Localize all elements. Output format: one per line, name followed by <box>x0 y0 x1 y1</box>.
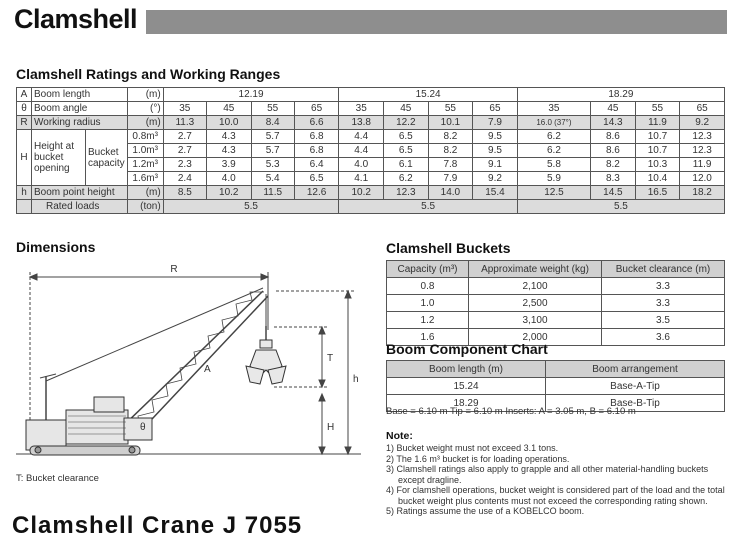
table-cell: 3.5 <box>602 312 725 329</box>
table-cell: (m) <box>127 88 163 102</box>
table-cell: 9.5 <box>473 130 518 144</box>
boom-chart-table <box>386 360 725 412</box>
table-cell: 7.9 <box>473 116 518 130</box>
table-cell: 4.1 <box>339 172 384 186</box>
table-cell: Boom length <box>32 88 128 102</box>
bucket-row <box>387 312 725 329</box>
table-cell: 6.2 <box>517 144 590 158</box>
table-cell: 10.2 <box>206 186 251 200</box>
table-cell: 13.8 <box>339 116 384 130</box>
table-cell: 5.4 <box>251 172 294 186</box>
table-cell: 10.3 <box>635 158 680 172</box>
table-cell: 2.4 <box>163 172 206 186</box>
table-cell: 35 <box>163 102 206 116</box>
table-cell: 7.9 <box>428 172 473 186</box>
notes-title: Note: <box>386 430 413 442</box>
table-cell: 10.1 <box>428 116 473 130</box>
table-cell: 1.6m³ <box>127 172 163 186</box>
table-cell: 1.0 <box>387 295 469 312</box>
table-cell: 9.2 <box>473 172 518 186</box>
table-cell: 16.0 (37°) <box>517 116 590 130</box>
table-cell: 3.9 <box>206 158 251 172</box>
table-cell: Bucket capacity <box>86 130 128 186</box>
table-cell: (°) <box>127 102 163 116</box>
table-cell: 65 <box>680 102 725 116</box>
buckets-title: Clamshell Buckets <box>386 240 511 256</box>
table-cell: 15.24 <box>339 88 517 102</box>
table-cell: 45 <box>384 102 429 116</box>
row-rated-loads <box>17 200 725 214</box>
dimensions-title: Dimensions <box>16 239 96 255</box>
table-cell: Base-B-Tip <box>546 395 725 412</box>
table-cell: 6.1 <box>384 158 429 172</box>
table-cell: 12.0 <box>680 172 725 186</box>
table-cell: 14.3 <box>591 116 636 130</box>
table-cell: 1.0m³ <box>127 144 163 158</box>
table-cell: 10.4 <box>635 172 680 186</box>
table-cell: 55 <box>428 102 473 116</box>
table-cell: A <box>17 88 32 102</box>
table-cell: 3.6 <box>602 329 725 346</box>
table-cell: 5.7 <box>251 144 294 158</box>
table-cell: 6.5 <box>384 130 429 144</box>
table-cell: 2,500 <box>469 295 602 312</box>
table-cell: h <box>17 186 32 200</box>
table-cell: 11.3 <box>163 116 206 130</box>
table-cell: 6.5 <box>384 144 429 158</box>
table-cell: 12.3 <box>384 186 429 200</box>
boom-chart-title: Boom Component Chart <box>386 341 548 357</box>
table-cell: H <box>17 130 32 186</box>
note-item: 1) Bucket weight must not exceed 3.1 tons. <box>386 443 559 453</box>
table-cell: 5.8 <box>517 158 590 172</box>
note-item: 2) The 1.6 m³ bucket is for loading operations. <box>386 453 570 464</box>
table-cell: 12.5 <box>517 186 590 200</box>
table-cell: Approximate weight (kg) <box>469 261 602 278</box>
table-cell: 10.0 <box>206 116 251 130</box>
table-cell: 6.8 <box>294 130 339 144</box>
table-cell: 14.5 <box>591 186 636 200</box>
table-cell: 6.5 <box>294 172 339 186</box>
table-cell: θ <box>17 102 32 116</box>
table-cell: 6.2 <box>517 130 590 144</box>
table-cell: 10.7 <box>635 144 680 158</box>
table-cell: 5.5 <box>339 200 517 214</box>
table-cell: 8.5 <box>163 186 206 200</box>
table-cell: 8.3 <box>591 172 636 186</box>
table-cell: Bucket clearance (m) <box>602 261 725 278</box>
table-cell: 8.4 <box>251 116 294 130</box>
table-cell: Boom length (m) <box>387 361 546 378</box>
table-cell: 4.3 <box>206 130 251 144</box>
page-title: Clamshell <box>14 4 138 34</box>
table-cell: 5.5 <box>517 200 724 214</box>
table-cell: 6.8 <box>294 144 339 158</box>
table-cell: 6.4 <box>294 158 339 172</box>
boom-row <box>387 378 725 395</box>
table-cell: 15.4 <box>473 186 518 200</box>
bucket-row <box>387 278 725 295</box>
table-cell: 8.2 <box>591 158 636 172</box>
table-cell: 4.4 <box>339 130 384 144</box>
table-cell: 12.3 <box>680 144 725 158</box>
table-cell: 1.2m³ <box>127 158 163 172</box>
table-cell: 35 <box>517 102 590 116</box>
title-bar-decoration <box>146 10 727 34</box>
table-cell: 12.3 <box>680 130 725 144</box>
boom-inserts-note: Base = 6.10 m Tip = 6.10 m Inserts: A = 3.05 m, B = 6.10 m <box>386 406 636 417</box>
table-cell: 55 <box>635 102 680 116</box>
table-cell: 45 <box>591 102 636 116</box>
bucket-clearance-caption: T: Bucket clearance <box>16 473 99 484</box>
dim-label-a: A <box>204 364 211 375</box>
table-cell: R <box>17 116 32 130</box>
table-cell: 18.29 <box>387 395 546 412</box>
table-cell: 65 <box>294 102 339 116</box>
row-boom-angle <box>17 102 725 116</box>
table-cell: 4.0 <box>339 158 384 172</box>
table-cell: 65 <box>473 102 518 116</box>
note-item: 3) Clamshell ratings also apply to grapple and all other material-handling buckets except dragline. <box>386 464 709 485</box>
table-cell: 2,000 <box>469 329 602 346</box>
table-cell: 8.6 <box>591 144 636 158</box>
buckets-table <box>386 260 725 346</box>
ratings-table <box>16 87 725 214</box>
dim-label-h-small: h <box>353 374 359 385</box>
table-row <box>387 361 725 378</box>
table-cell: 10.2 <box>339 186 384 200</box>
table-cell: 11.9 <box>680 158 725 172</box>
table-cell: 8.2 <box>428 130 473 144</box>
table-cell: 55 <box>251 102 294 116</box>
table-cell: (ton) <box>127 200 163 214</box>
table-cell <box>17 200 32 214</box>
footer-title: Clamshell Crane J 7055 <box>12 512 303 539</box>
table-cell: 14.0 <box>428 186 473 200</box>
table-cell: 7.8 <box>428 158 473 172</box>
table-cell: 3,100 <box>469 312 602 329</box>
dim-label-h: H <box>327 422 335 433</box>
table-cell: 5.9 <box>517 172 590 186</box>
table-cell: 18.29 <box>517 88 724 102</box>
table-cell: Rated loads <box>32 200 128 214</box>
dim-label-t: T <box>327 353 334 364</box>
table-cell: 11.5 <box>251 186 294 200</box>
ratings-title: Clamshell Ratings and Working Ranges <box>16 66 281 82</box>
table-cell: Working radius <box>32 116 128 130</box>
table-cell: 18.2 <box>680 186 725 200</box>
table-cell: 9.5 <box>473 144 518 158</box>
table-cell: 4.4 <box>339 144 384 158</box>
table-row <box>387 261 725 278</box>
table-cell: 4.0 <box>206 172 251 186</box>
crane-diagram <box>16 258 368 470</box>
table-cell: 9.1 <box>473 158 518 172</box>
table-cell: 5.5 <box>163 200 339 214</box>
table-cell: 10.7 <box>635 130 680 144</box>
note-item: 4) For clamshell operations, bucket weight is considered part of the load and the total bucket weight plus contents must not exceed the corresponding rating shown. <box>386 485 725 506</box>
table-cell: Boom point height <box>32 186 128 200</box>
table-cell: 6.2 <box>384 172 429 186</box>
table-cell: 3.3 <box>602 295 725 312</box>
table-cell: 12.6 <box>294 186 339 200</box>
table-cell: 9.2 <box>680 116 725 130</box>
table-cell: 6.6 <box>294 116 339 130</box>
dim-label-r: R <box>170 264 178 275</box>
table-cell: Capacity (m³) <box>387 261 469 278</box>
table-cell: 15.24 <box>387 378 546 395</box>
bucket-row <box>387 295 725 312</box>
table-cell: Height at bucket opening <box>32 130 86 186</box>
table-cell: 5.7 <box>251 130 294 144</box>
table-cell: 16.5 <box>635 186 680 200</box>
table-cell: 12.19 <box>163 88 339 102</box>
notes-list <box>386 443 732 517</box>
table-cell: 2,100 <box>469 278 602 295</box>
table-cell: 45 <box>206 102 251 116</box>
dim-label-theta: θ <box>140 422 146 433</box>
table-cell: 0.8m³ <box>127 130 163 144</box>
table-cell: 0.8 <box>387 278 469 295</box>
row-boom-point-height <box>17 186 725 200</box>
table-cell: 3.3 <box>602 278 725 295</box>
table-cell: Boom arrangement <box>546 361 725 378</box>
table-cell: (m) <box>127 116 163 130</box>
row-height-0 <box>17 130 725 144</box>
table-cell: Base-A-Tip <box>546 378 725 395</box>
table-cell: (m) <box>127 186 163 200</box>
table-cell: 1.6 <box>387 329 469 346</box>
table-cell: 5.3 <box>251 158 294 172</box>
table-cell: 8.2 <box>428 144 473 158</box>
table-cell: 2.7 <box>163 144 206 158</box>
table-cell: 11.9 <box>635 116 680 130</box>
row-working-radius <box>17 116 725 130</box>
table-cell: 1.2 <box>387 312 469 329</box>
row-boom-length <box>17 88 725 102</box>
table-cell: 2.7 <box>163 130 206 144</box>
table-cell: Boom angle <box>32 102 128 116</box>
table-cell: 35 <box>339 102 384 116</box>
note-item: 5) Ratings assume the use of a KOBELCO boom. <box>386 506 585 516</box>
table-cell: 12.2 <box>384 116 429 130</box>
table-cell: 8.6 <box>591 130 636 144</box>
table-cell: 4.3 <box>206 144 251 158</box>
table-cell: 2.3 <box>163 158 206 172</box>
